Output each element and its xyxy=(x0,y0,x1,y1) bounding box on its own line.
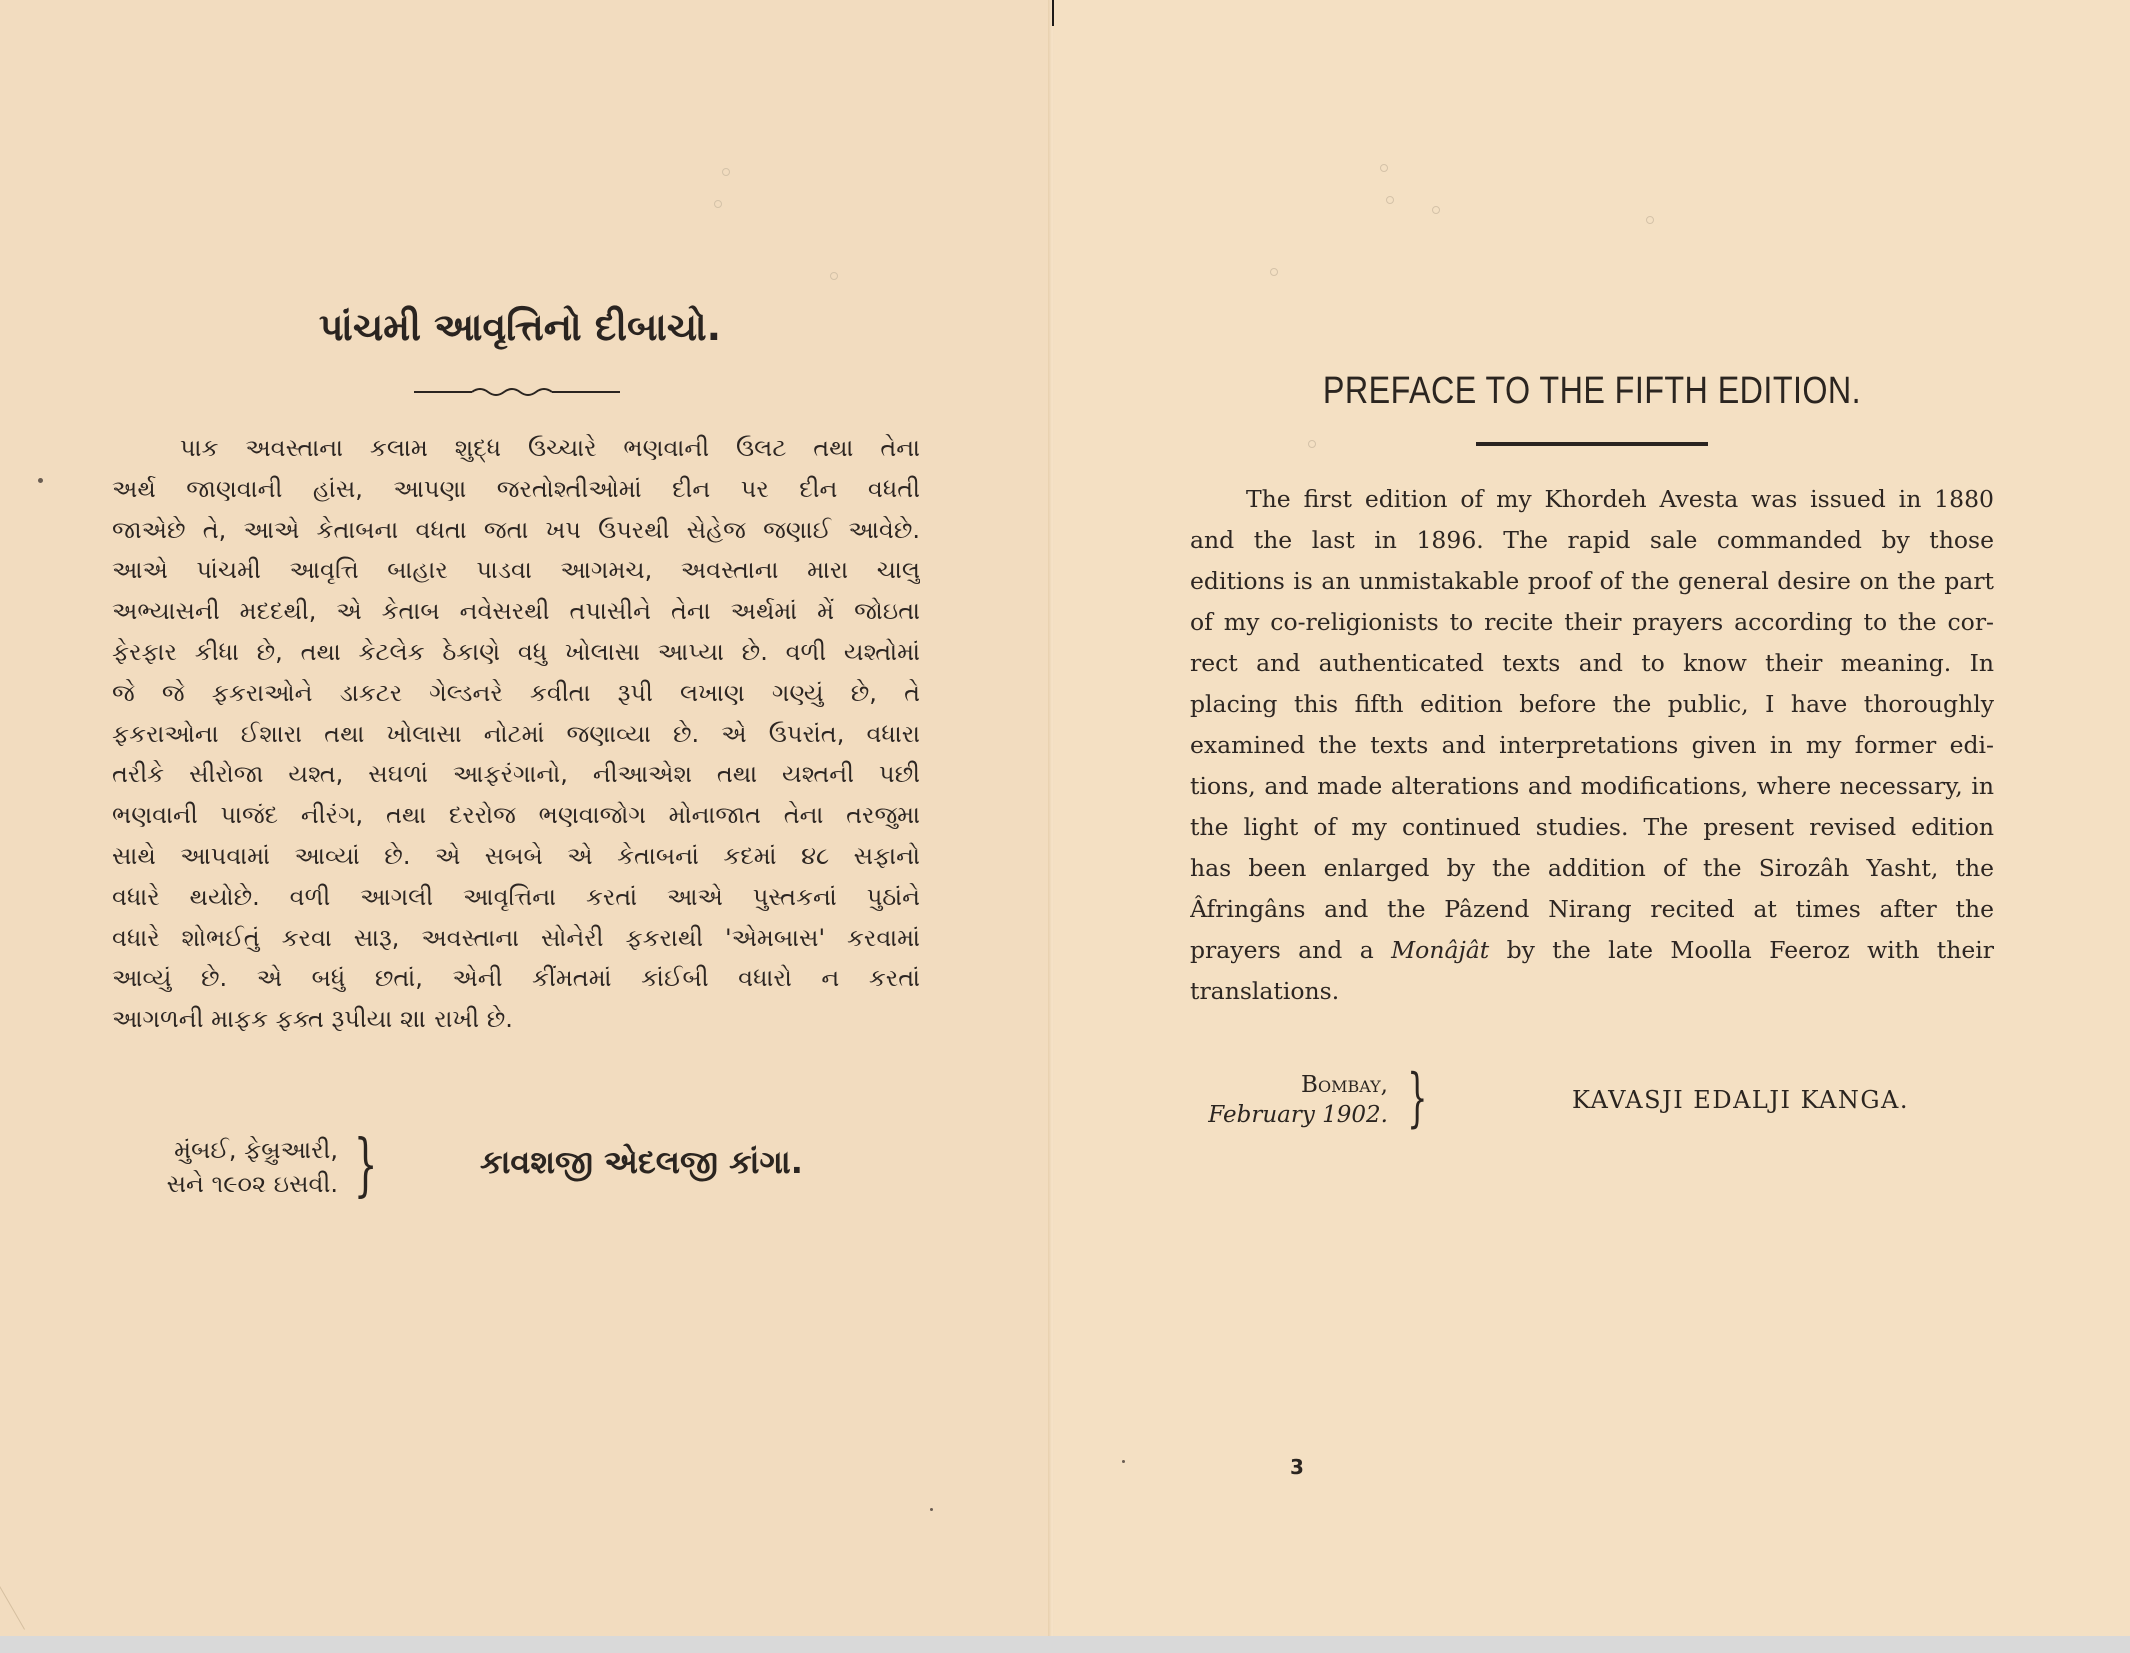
brace: } xyxy=(353,1126,378,1205)
paper-speck xyxy=(1380,164,1388,172)
english-preface-title: PREFACE TO THE FIFTH EDITION. xyxy=(1322,370,1862,412)
paper-speck xyxy=(714,200,722,208)
body-line: પાક અવસ્તાના કલામ શુદ્ધ ઉચ્ચારે ભણવાની ઉલટ તથા તેના xyxy=(180,434,920,462)
place-line: Bombay, xyxy=(1301,1072,1388,1098)
body-line: ફેરફાર કીધા છે, તથા કેટલેક ઠેકાણે વધુ ખોલાસા આપ્યા છે. વળી યશ્તોમાં xyxy=(112,637,920,666)
gujarati-preface-title: પાંચમી આવૃત્તિનો દીબાચો. xyxy=(318,305,722,349)
body-line: વધારે શોભઈતું કરવા સારૂ, અવસ્તાના સોનેરી ફકરાથી 'એમબાસ' કરવામાં xyxy=(112,923,920,952)
body-line: the light of my continued studies. The present revised edition xyxy=(1190,813,1994,841)
title-rule xyxy=(1476,442,1708,446)
body-line: editions is an unmistakable proof of the general desire on the part xyxy=(1190,567,1994,595)
paper-speck xyxy=(1270,268,1278,276)
body-line: ફકરાઓના ઈશારા તથા ખોલાસા નોટમાં જણાવ્યા છે. એ ઉપરાંત, વધારા xyxy=(112,719,920,748)
paper-speck xyxy=(1432,206,1440,214)
body-line: જાએછે તે, આએ કેતાબના વધતા જતા ખપ ઉપરથી સેહેજ જણાઈ આવેછે. xyxy=(112,515,920,544)
body-line: examined the texts and interpretations given in my former edi- xyxy=(1190,731,1994,759)
ink-dot xyxy=(930,1508,933,1511)
body-line: rect and authenticated texts and to know their meaning. In xyxy=(1190,649,1994,677)
date-line: સને ૧૯૦૨ ઇસવી. xyxy=(166,1170,338,1198)
body-line: tions, and made alterations and modifications, where necessary, in xyxy=(1190,772,1994,800)
author-signature-english: KAVASJI EDALJI KANGA. xyxy=(1572,1086,1909,1114)
body-line: આએ પાંચમી આવૃત્તિ બાહાર પાડવા આગમચ, અવસ્તાના મારા ચાલુ xyxy=(112,556,920,585)
title-ornament xyxy=(414,385,620,399)
paper-speck xyxy=(1308,440,1316,448)
text-run: by the late Moolla Feeroz with their xyxy=(1489,936,1994,964)
body-line: જે જે ફકરાઓને ડાકટર ગેલ્ડનરે કવીતા રૂપી લખાણ ગણ્યું છે, તે xyxy=(112,678,920,707)
body-line xyxy=(1190,930,1994,971)
body-line: અર્થ જાણવાની હાંસ, આપણા જરતોશ્તીઓમાં દીન પર દીન વધતી xyxy=(112,474,920,503)
scan-bottom-edge xyxy=(0,1636,2130,1653)
ink-dot xyxy=(1122,1460,1125,1463)
place-date-gujarati xyxy=(118,1133,338,1201)
body-line: of my co-religionists to recite their prayers according to the cor- xyxy=(1190,608,1994,636)
ink-dot xyxy=(38,478,43,483)
body-line: and the last in 1896. The rapid sale commanded by those xyxy=(1190,526,1994,554)
page-number: 3 xyxy=(1290,1455,1304,1479)
body-line: સાથે આપવામાં આવ્યાં છે. એ સબબે એ કેતાબનાં કદમાં ૪૮ સફાનો xyxy=(112,841,920,870)
english-preface-body xyxy=(1190,479,1994,1012)
place-date-english xyxy=(1190,1070,1388,1130)
brace: } xyxy=(1407,1061,1428,1135)
body-line: તરીકે સીરોજા યશ્ત, સઘળાં આફરંગાનો, નીઆએશ તથા યશ્તની પછી xyxy=(112,760,920,789)
body-line: આવ્યું છે. એ બધું છતાં, એની કીંમતમાં કાંઈબી વધારો ન કરતાં xyxy=(112,964,920,993)
paper-speck xyxy=(830,272,838,280)
body-line: Âfringâns and the Pâzend Nirang recited at times after the xyxy=(1190,895,1994,923)
body-line: અભ્યાસની મદદથી, એ કેતાબ નવેસરથી તપાસીને તેના અર્થમાં મેં જોઇતા xyxy=(112,597,920,626)
gujarati-preface-body xyxy=(112,428,920,1040)
date-line: February 1902. xyxy=(1208,1102,1388,1128)
text-run: prayers and a xyxy=(1190,936,1392,964)
body-line: ભણવાની પાજંદ નીરંગ, તથા દરરોજ ભણવાજોગ મોનાજાત તેના તરજુમા xyxy=(112,801,920,830)
author-signature-gujarati: કાવશજી એદલજી કાંગા. xyxy=(480,1143,803,1181)
body-line: વધારે થયોછે. વળી આગલી આવૃત્તિના કરતાં આએ પુસ્તકનાં પુઠાંને xyxy=(112,882,920,911)
body-line: placing this fifth edition before the public, I have thoroughly xyxy=(1190,690,1994,718)
monajat-italic: Monâjât xyxy=(1391,936,1490,964)
paper-speck xyxy=(1646,216,1654,224)
place-line: મુંબઈ, ફેબ્રુઆરી, xyxy=(174,1136,338,1164)
paper-speck xyxy=(722,168,730,176)
body-line: translations. xyxy=(1190,977,1340,1005)
body-line: આગળની માફક ફક્ત રૂપીયા ૨॥ રાખી છે. xyxy=(112,1005,513,1034)
left-page-gujarati xyxy=(0,0,1054,1653)
paper-speck xyxy=(1386,196,1394,204)
body-line: The first edition of my Khordeh Avesta was issued in 1880 xyxy=(1246,485,1994,513)
body-line: has been enlarged by the addition of the Sirozâh Yasht, the xyxy=(1190,854,1994,882)
